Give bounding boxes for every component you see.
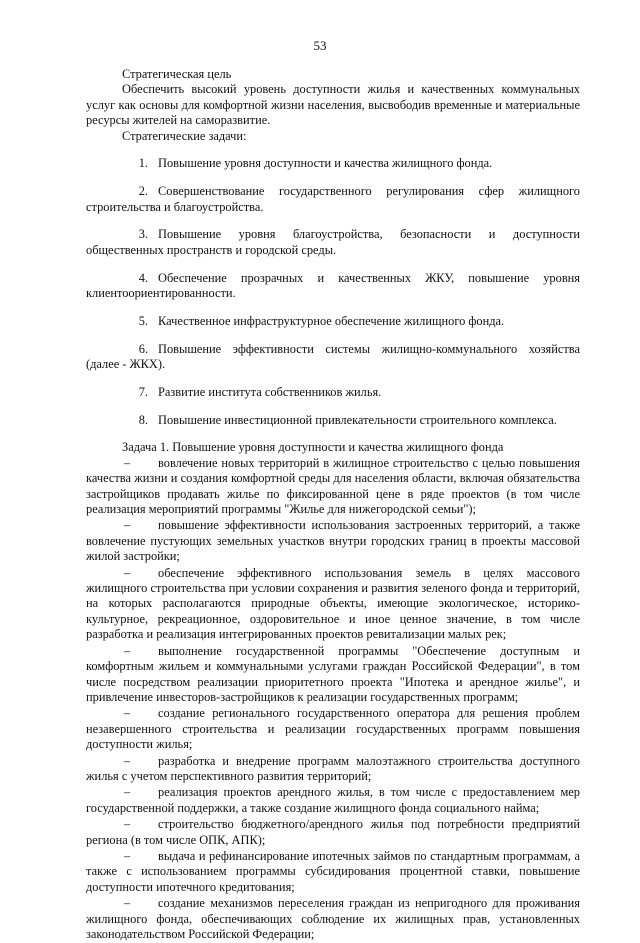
bullet-item (86, 896, 580, 942)
bullet-item (86, 754, 580, 785)
task-text: Обеспечение прозрачных и качественных ЖКУ, повышение уровня клиентоориентированности. (86, 270, 580, 301)
task-item-4 (86, 271, 580, 302)
task-number: 6. (138, 341, 148, 356)
dash-marker: – (124, 643, 131, 658)
dash-marker: – (124, 817, 131, 832)
task-number: 8. (138, 412, 148, 427)
dash-marker: – (124, 785, 131, 800)
task-number: 5. (138, 313, 148, 328)
page-number: 53 (313, 38, 327, 53)
task-text: Качественное инфраструктурное обеспечение жилищного фонда. (158, 313, 505, 328)
bullet-text: повышение эффективности использования застроенных территорий, а также вовлечение пустующих земельных участков внутри городских границ в проекты массовой жилой застройки; (86, 518, 580, 564)
bullet-text: выдача и рефинансирование ипотечных займов по стандартным программам, а также с использованием программы субсидирования процентной ставки, повышение доступности ипотечного кредитования; (86, 848, 580, 894)
task-item-3 (86, 227, 580, 258)
task-number: 3. (138, 227, 148, 242)
bullet-text: создание механизмов переселения граждан из непригодного для проживания жилищного фонда, обеспечивающих соблюдение их жилищных прав, установленных законодательством Российской Федерации; (86, 896, 580, 942)
task-text: Повышение уровня благоустройства, безопасности и доступности общественных пространств и городской среды. (86, 227, 580, 257)
bullet-text: выполнение государственной программы "Обеспечение доступным и комфортным жильем и коммунальными услугами граждан Российской Федерации", в том числе посредством реализации приоритетного проекта "Ипотека и арендное жилье", и привлечение инвесторов-застройщиков к реализации государственных программ; (86, 643, 580, 704)
document-body (86, 67, 580, 943)
task-text: Развитие института собственников жилья. (158, 384, 382, 399)
dash-marker: – (124, 518, 131, 533)
task-item-1 (86, 156, 580, 171)
tasks-heading: Стратегические задачи: (122, 128, 247, 143)
task-text: Повышение уровня доступности и качества жилищного фонда. (158, 156, 493, 171)
bullet-text: создание регионального государственного оператора для решения проблем незавершенного строительства и реализации государственных программ повышения доступности жилья; (86, 706, 580, 752)
bullet-item (86, 518, 580, 564)
dash-marker: – (124, 565, 131, 580)
task-item-2 (86, 184, 580, 215)
dash-marker: – (124, 455, 131, 470)
bullet-text: реализация проектов арендного жилья, в том числе с предоставлением мер государственной поддержки, а также создание жилищного фонда социального найма; (86, 785, 580, 815)
task1-heading: Задача 1. Повышение уровня доступности и качества жилищного фонда (122, 440, 504, 455)
task-item-8 (86, 413, 580, 428)
bullet-item (86, 849, 580, 895)
bullet-item (86, 706, 580, 752)
dash-marker: – (124, 706, 131, 721)
bullet-item (86, 566, 580, 643)
goal-text: Обеспечить высокий уровень доступности жилья и качественных коммунальных услуг как основы для комфортной жизни населения, высвободив временные и материальные ресурсы жителей на саморазвитие. (86, 82, 580, 128)
task-number: 1. (138, 156, 148, 171)
bullet-item (86, 785, 580, 816)
bullet-text: строительство бюджетного/арендного жилья под потребности предприятий региона (в том числе ОПК, АПК); (86, 817, 580, 847)
dash-marker: – (124, 896, 131, 911)
dash-marker: – (124, 848, 131, 863)
task-item-6 (86, 342, 580, 373)
dash-marker: – (124, 753, 131, 768)
task-text: Повышение эффективности системы жилищно-коммунального хозяйства (далее - ЖКХ). (86, 341, 580, 372)
bullet-text: обеспечение эффективного использования земель в целях массового жилищного строительства при условии сохранения и развития зеленого фонда и территорий, на которых располагаются природные объекты, имеющие экологическое, историко-культурное, рекреационное, оздоровительное и иное ценное значение, в том числе разработка и реализация интегрированных проектов ревитализации малых рек; (86, 565, 580, 642)
bullet-item (86, 817, 580, 848)
bullet-item (86, 456, 580, 518)
task-item-7 (86, 385, 580, 400)
task-item-5 (86, 314, 580, 329)
task-text: Повышение инвестиционной привлекательности строительного комплекса. (158, 412, 557, 427)
task-number: 2. (138, 184, 148, 199)
task-number: 7. (138, 384, 148, 399)
goal-heading: Стратегическая цель (122, 67, 232, 81)
task-text: Совершенствование государственного регулирования сфер жилищного строительства и благоустройства. (86, 184, 580, 214)
bullet-text: вовлечение новых территорий в жилищное строительство с целью повышения качества жизни и создания комфортной среды для населения области, включая обязательства застройщиков продавать жилье по фиксированной цене в ряде проектов (в том числе реализация мероприятий программы "Жилье для нижегородской семьи"); (86, 455, 580, 517)
task-number: 4. (138, 270, 148, 285)
bullet-text: разработка и внедрение программ малоэтажного строительства доступного жилья с учетом перспективного развития территорий; (86, 753, 580, 783)
bullet-item (86, 644, 580, 706)
